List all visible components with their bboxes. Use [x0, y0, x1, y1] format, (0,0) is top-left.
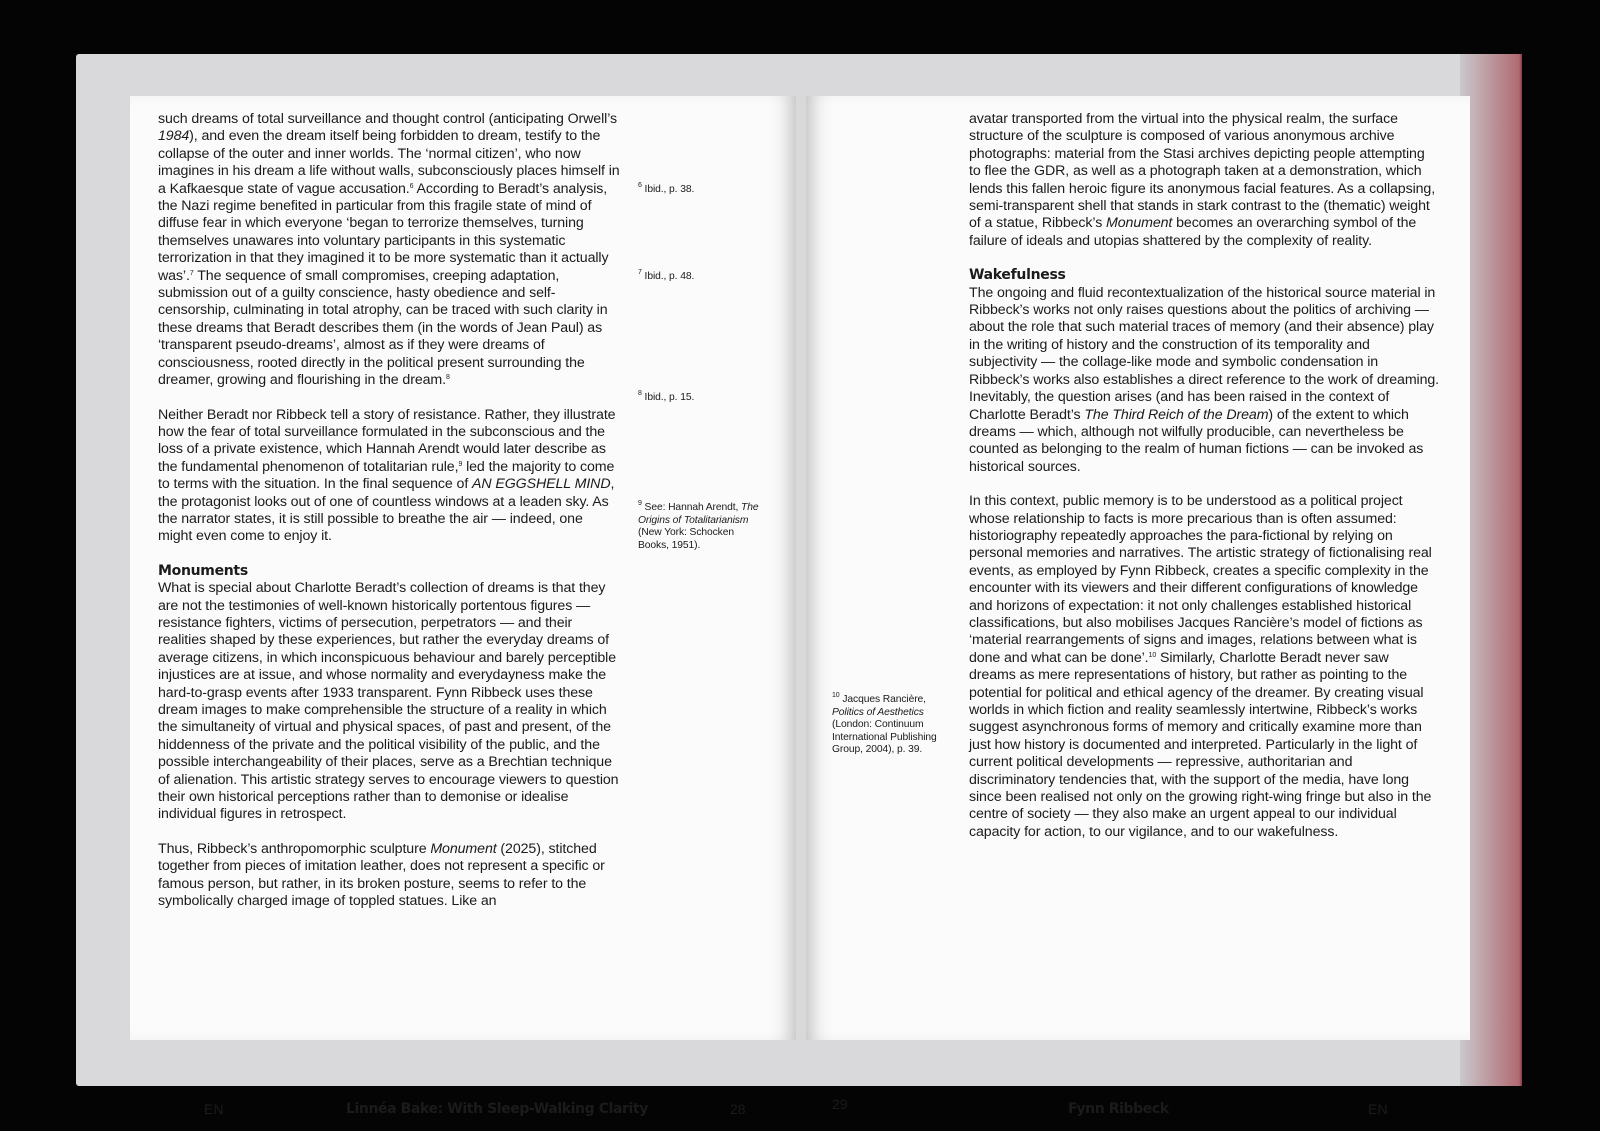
section-heading-monuments: Monuments — [158, 562, 248, 579]
italic-text: The Third Reich of the Dream — [1084, 406, 1269, 423]
text-run: What is special about Charlotte Beradt’s collection of dreams is that they are not the testimonies of well-known historically portentous figures — resistance fighters, victims of persecution, perpetrators — and their realities shaped by these experiences, but rather the everyday dreams of average citizens, in which inconspicuous behaviour and barely perceptible injustices are at issue, and whose normality and everydayness make the hard-to-grasp events after 1933 transparent. Fynn Ribbeck uses these dream images to make comprehensible the structure of a reality in which the simultaneity of virtual and physical spaces, of past and present, of the hiddenness of the private and the political visibility of the public, and the possible interchangeability of their places, serve as a Brechtian technique of alienation. This artistic strategy serves to encourage viewers to question their own historical perceptions rather than to demonise or idealise individual figures in retrospect. — [158, 580, 619, 823]
footnote-9 — [638, 502, 762, 552]
footnote-ref: 9 — [638, 500, 642, 507]
footnote-7-text — [638, 271, 768, 284]
text-run: such dreams of total surveillance and thought control (anticipating Orwell’s — [158, 111, 617, 127]
italic-text: 1984 — [158, 128, 190, 145]
italic-text: AN EGGSHELL MIND — [472, 476, 611, 493]
right-paragraph-1 — [969, 111, 1439, 250]
text-run: Ibid., p. 15. — [641, 392, 695, 403]
left-footer-title: Linnéa Bake: With Sleep-Walking Clarity — [346, 1101, 648, 1117]
left-paragraph-1 — [158, 111, 620, 390]
footnote-ref: 6 — [409, 182, 414, 190]
left-paragraph-4 — [158, 841, 620, 911]
italic-text: The Origins of Totalitarianism — [638, 502, 759, 526]
footnote-8-text — [638, 392, 768, 405]
footnote-ref: 6 — [638, 182, 642, 189]
text-run: becomes an overarching symbol of the failure of ideals and utopias shattered by the complexity of reality. — [969, 215, 1417, 249]
right-paragraph-3 — [969, 493, 1439, 841]
right-page — [806, 96, 1470, 1117]
left-page-number: 28 — [730, 1101, 746, 1117]
left-page — [130, 96, 796, 1117]
right-page-number: 29 — [832, 1096, 848, 1112]
text-run: ), and even the dream itself being forbidden to dream, testify to the collapse of the outer and inner worlds. The ‘normal citizen’, who now imagines in his dream a life without walls, subconsciously places himself in a Kafkaesque state of vague accusation. — [158, 128, 620, 197]
right-footer-title: Fynn Ribbeck — [1068, 1101, 1169, 1117]
footnote-10-text — [832, 694, 956, 757]
text-run: The ongoing and fluid recontextualization of the historical source material in Ribbeck’s works not only raises questions about the politics of archiving — about the role that such material traces of memory (and their absence) play in the writing of history and the construction of its temporality and subjectivity — the collage-like mode and symbolic condensation in Ribbeck’s works also establishes a direct reference to the work of dreaming. Inevitably, the question arises (and has been raised in the context of Charlotte Beradt’s — [969, 284, 1440, 423]
text-run: According to Beradt’s analysis, the Nazi regime benefited in particular from this fragile state of mind of diffuse fear in which everyone ‘began to terrorize themselves, turning themselves unawares into voluntary participants in this systematic terrorization in that they imagined it to be more systematic than it actually was’. — [158, 180, 609, 284]
footnote-ref: 9 — [458, 460, 463, 468]
text-run: (New York: Schocken Books, 1951). — [638, 527, 734, 551]
footnote-ref: 7 — [189, 269, 194, 277]
section-heading-wakefulness: Wakefulness — [969, 267, 1066, 284]
left-paragraph-3 — [158, 580, 620, 824]
text-run: See: Hannah Arendt, — [641, 502, 742, 513]
italic-text: Politics of Aesthetics — [832, 706, 924, 718]
italic-text: Monument — [1106, 215, 1173, 232]
footnote-ref: 10 — [1148, 651, 1157, 659]
footnote-ref: 8 — [638, 390, 642, 397]
text-run: ) of the extent to which dreams — which, although not wilfully producible, can nevertheless be counted as belonging to the realm of human fictions — can be invoked as historical sources. — [969, 406, 1424, 475]
italic-text: Monument — [430, 840, 497, 857]
text-run: (London: Continuum International Publishing Group, 2004), p. 39. — [832, 719, 937, 756]
footnote-10 — [832, 694, 956, 757]
footnote-ref: 7 — [638, 269, 642, 276]
footnote-9-text — [638, 502, 762, 552]
footnote-6 — [638, 184, 768, 197]
right-body-text — [969, 111, 1439, 841]
footnote-6-text — [638, 184, 768, 197]
right-paragraph-2 — [969, 285, 1439, 476]
text-run: In this context, public memory is to be understood as a political project whose relationship to facts is more precarious than is often assumed: historiography repeatedly approaches the para-fictional by relying on personal memories and narratives. The artistic strategy of fictionalising real events, as employed by Fynn Ribbeck, creates a specific complexity in the encounter with its viewers and their different configurations of knowledge and horizons of expectation: it not only challenges established historical classifications, but also mobilises Jacques Rancière’s model of fictions as ‘material rearrangements of signs and images, relations between what is done and what can be done’. — [969, 493, 1432, 666]
footnote-7 — [638, 271, 768, 284]
left-footer-language: EN — [204, 1101, 224, 1117]
text-run: Ibid., p. 48. — [641, 271, 695, 282]
text-run: Neither Beradt nor Ribbeck tell a story of resistance. Rather, they illustrate how the fear of total surveillance formulated in the subconscious and the loss of a private existence, which Hannah Arendt would later describe as the fundamental phenomenon of totalitarian rule, — [158, 406, 616, 475]
text-run: Jacques Rancière, — [839, 694, 926, 705]
footnote-ref: 10 — [832, 692, 840, 699]
left-paragraph-2 — [158, 407, 620, 546]
text-run: Similarly, Charlotte Beradt never saw dreams as mere representations of history, but rather as pointing to the potential for political and ethical agency of the dreamer. By creating visual worlds in which fiction and reality seamlessly intertwine, Ribbeck’s works suggest asynchronous forms of memory and critically examine more than just how history is documented and interpreted. Particularly in the light of current political developments — repressive, authoritarian and discriminatory tendencies that, with the support of the media, have long since been realised not only on the growing right-wing fringe but also in the centre of society — they also make an urgent appeal to our individual capacity for action, to our vigilance, and to our wakefulness. — [969, 649, 1432, 840]
text-run: led the majority to come to terms with the situation. In the final sequence of — [158, 458, 615, 493]
footnote-8 — [638, 392, 768, 405]
text-run: , the protagonist looks out of one of countless windows at a leaden sky. As the narrator states, it is still possible to breathe the air — indeed, one might even come to enjoy it. — [158, 476, 615, 545]
text-run: avatar transported from the virtual into the physical realm, the surface structure of the sculpture is composed of various anonymous archive photographs: material from the Stasi archives depicting people attempting to flee the GDR, as well as a photograph taken at a demonstration, which lends this fallen heroic figure its anonymous facial features. As a collapsing, semi-transparent shell that stands in stark contrast to the (thematic) weight of a statue, Ribbeck’s — [969, 111, 1436, 232]
text-run: Thus, Ribbeck’s anthropomorphic sculpture — [158, 840, 431, 857]
left-body-text — [158, 111, 620, 910]
footnote-ref: 8 — [445, 374, 450, 382]
right-footer-language: EN — [1368, 1101, 1388, 1117]
text-run: (2025), stitched together from pieces of imitation leather, does not represent a specific or famous person, but rather, in its broken posture, seems to refer to the symbolically charged image of toppled statues. Like an — [158, 840, 605, 910]
text-run: Ibid., p. 38. — [641, 184, 695, 195]
text-run: The sequence of small compromises, creeping adaptation, submission out of a guilty conscience, hasty obedience and self-censorship, culminating in total atrophy, can be traced with such clarity in these dreams that Beradt describes them (in the words of Jean Paul) as ‘transparent pseudo-dreams’, almost as if they were dreams of consciousness, rooted directly in the political present surrounding the dreamer, growing and flourishing in the dream. — [158, 267, 608, 389]
